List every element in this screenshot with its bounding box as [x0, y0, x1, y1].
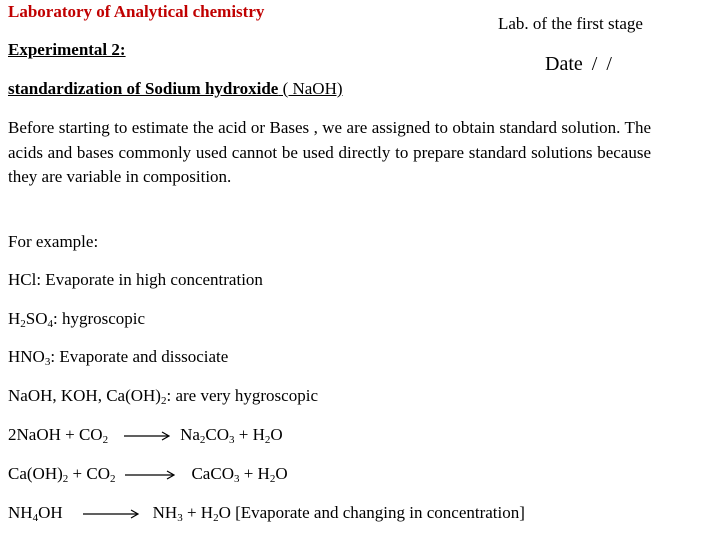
subscript: 2 [269, 473, 276, 485]
subscript: 3 [177, 512, 183, 524]
formula-text: HNO [8, 347, 45, 366]
product: CaCO [191, 464, 234, 483]
subscript: 2 [109, 473, 116, 485]
hydroxides-line [8, 386, 318, 406]
subscript: 2 [20, 318, 26, 330]
reactant: NH [8, 503, 33, 522]
subscript: 2 [264, 434, 271, 446]
subscript: 3 [233, 473, 240, 485]
subscript: 2 [213, 512, 219, 524]
reactant: OH [38, 503, 63, 522]
experiment-number: Experimental 2: [8, 40, 126, 59]
hno3-line [8, 347, 228, 367]
product: NH [152, 503, 178, 522]
reactant: 2NaOH + CO [8, 425, 103, 444]
subscript: 2 [62, 473, 69, 485]
reactant: Ca(OH) [8, 464, 63, 483]
reactant: + CO [68, 464, 110, 483]
intro-paragraph: Before starting to estimate the acid or Bases , we are assigned to obtain standard solution. The acids and bases commonly used cannot be used directly to prepare standard solutions because they are variable in composition. [8, 118, 651, 187]
formula-text: NaOH, KOH, Ca(OH) [8, 386, 161, 405]
lab-title: Laboratory of Analytical chemistry [8, 2, 265, 21]
description-text: : hygroscopic [53, 309, 146, 328]
equation-3 [8, 503, 525, 523]
product: + H [239, 464, 270, 483]
date-slashes: / / [591, 53, 612, 75]
product: + H [234, 425, 265, 444]
description-text: : are very hygroscopic [166, 386, 318, 405]
subject-formula: ( NaOH) [278, 79, 343, 98]
reaction-arrow-icon [125, 470, 175, 480]
subject-title: standardization of Sodium hydroxide [8, 79, 279, 98]
subscript: 2 [160, 395, 167, 407]
date-label: Date [545, 53, 583, 75]
product: Na [180, 425, 200, 444]
date-field [545, 53, 612, 76]
for-example-label: For example: [8, 232, 99, 251]
equation-1 [8, 425, 283, 445]
subscript: 3 [44, 356, 51, 368]
product: CO [205, 425, 230, 444]
h2so4-line [8, 309, 145, 329]
reaction-arrow-icon [124, 431, 170, 441]
equation-2 [8, 464, 288, 484]
subscript: 2 [102, 434, 109, 446]
product: O [Evaporate and changing in concentration] [218, 503, 525, 522]
stage-label: Lab. of the first stage [498, 14, 643, 33]
product: O [270, 425, 283, 444]
formula-text: H [8, 309, 21, 328]
hcl-line: HCl: Evaporate in high concentration [8, 270, 263, 289]
subscript: 4 [47, 318, 54, 330]
subscript: 3 [229, 434, 235, 446]
experiment-subject [8, 79, 343, 99]
subscript: 2 [199, 434, 206, 446]
product: O [275, 464, 288, 483]
formula-text: SO [25, 309, 48, 328]
product: + H [182, 503, 214, 522]
description-text: : Evaporate and dissociate [50, 347, 229, 366]
subscript: 4 [32, 512, 39, 524]
reaction-arrow-icon [83, 509, 139, 519]
